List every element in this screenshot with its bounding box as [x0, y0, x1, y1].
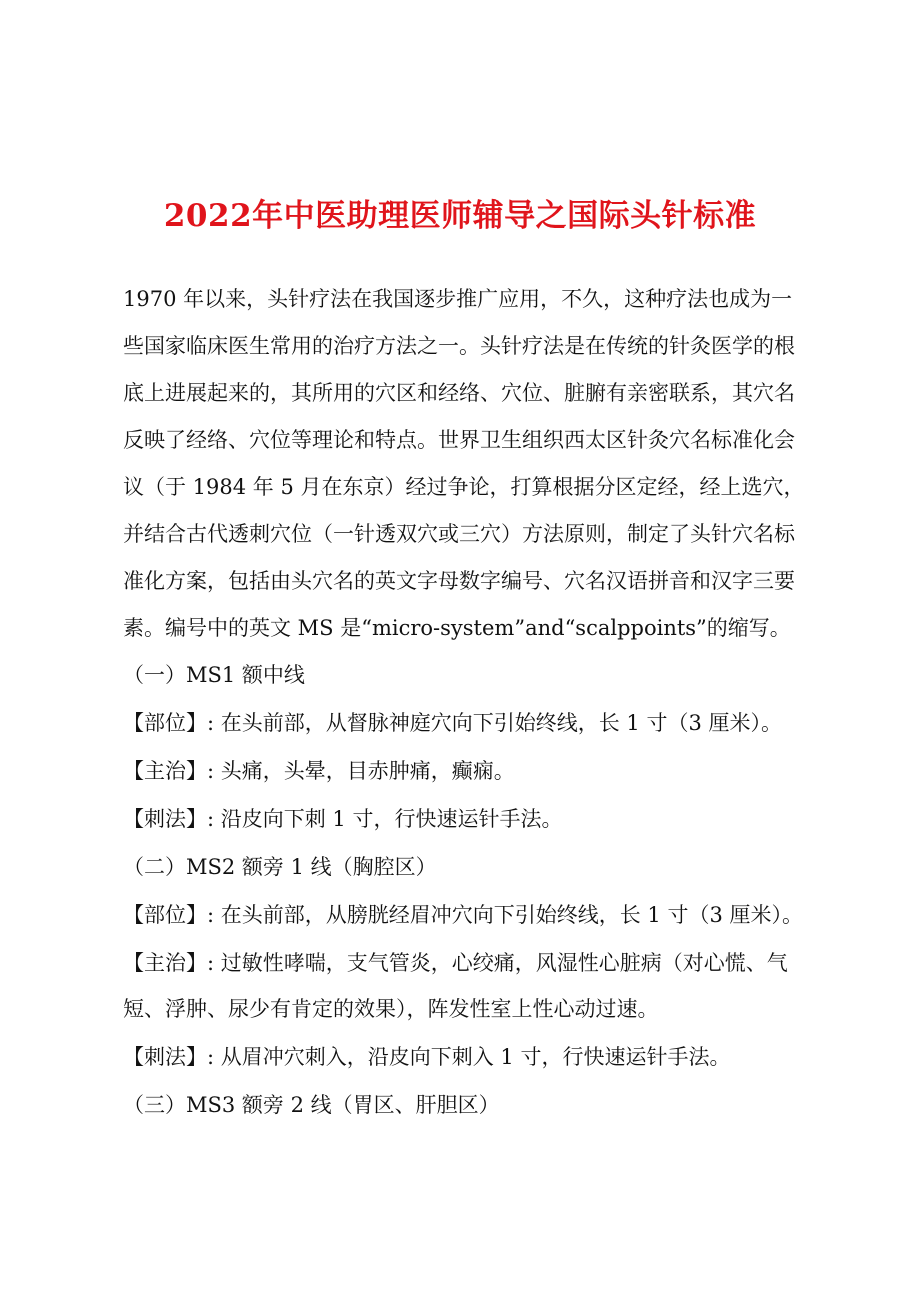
method-line — [123, 1039, 813, 1087]
intro-line: 反映了经络、穴位等理论和特点。世界卫生组织西太区针灸穴名标准化会 — [123, 428, 795, 452]
indication-label: 【主治】 — [123, 951, 207, 975]
intro-paragraph — [123, 281, 813, 657]
method-text: : 从眉冲穴刺入，沿皮向下刺入 1 寸，行快速运针手法。 — [207, 1045, 731, 1069]
intro-line: 准化方案，包括由头穴名的英文字母数字编号、穴名汉语拼音和汉字三要 — [123, 569, 795, 593]
location-label: 【部位】 — [123, 903, 207, 927]
section-heading: （二）MS2 额旁 1 线（胸腔区） — [123, 855, 437, 879]
document-body — [123, 281, 813, 1135]
indication-continuation: 短、浮肿、尿少有肯定的效果），阵发性室上性心动过速。 — [123, 997, 659, 1021]
location-text: : 在头前部，从督脉神庭穴向下引始终线，长 1 寸（3 厘米）。 — [207, 711, 782, 735]
intro-line: 底上进展起来的，其所用的穴区和经络、穴位、脏腑有亲密联系，其穴名 — [123, 381, 795, 405]
section-ms2 — [123, 849, 813, 1087]
intro-line: 1970 年以来，头针疗法在我国逐步推广应用，不久，这种疗法也成为一 — [123, 287, 793, 311]
method-label: 【刺法】 — [123, 1045, 207, 1069]
section-heading: （一）MS1 额中线 — [123, 663, 305, 687]
location-line — [123, 897, 813, 945]
indication-line — [123, 945, 813, 991]
intro-line: 素。编号中的英文 MS 是“micro-system”and“scalppoints”的缩写。 — [123, 616, 791, 640]
location-line — [123, 705, 813, 753]
indication-line — [123, 753, 813, 801]
location-text: : 在头前部，从膀胱经眉冲穴向下引始终线，长 1 寸（3 厘米）。 — [207, 903, 803, 927]
method-label: 【刺法】 — [123, 807, 207, 831]
indication-text: : 过敏性哮喘，支气管炎，心绞痛，风湿性心脏病（对心慌、气 — [207, 951, 788, 975]
location-label: 【部位】 — [123, 711, 207, 735]
method-text: : 沿皮向下刺 1 寸，行快速运针手法。 — [207, 807, 563, 831]
section-ms1 — [123, 657, 813, 849]
intro-line: 些国家临床医生常用的治疗方法之一。头针疗法是在传统的针灸医学的根 — [123, 334, 795, 358]
section-heading-ms3: （三）MS3 额旁 2 线（胃区、肝胆区） — [123, 1093, 500, 1117]
indication-text: : 头痛，头晕，目赤肿痛，癫痫。 — [207, 759, 515, 783]
document-title: 2022年中医助理医师辅导之国际头针标准 — [163, 198, 757, 234]
indication-label: 【主治】 — [123, 759, 207, 783]
intro-line: 并结合古代透刺穴位（一针透双穴或三穴）方法原则，制定了头针穴名标 — [123, 522, 795, 546]
method-line — [123, 801, 813, 849]
intro-line: 议（于 1984 年 5 月在东京）经过争论，打算根据分区定经，经上选穴， — [123, 475, 805, 499]
